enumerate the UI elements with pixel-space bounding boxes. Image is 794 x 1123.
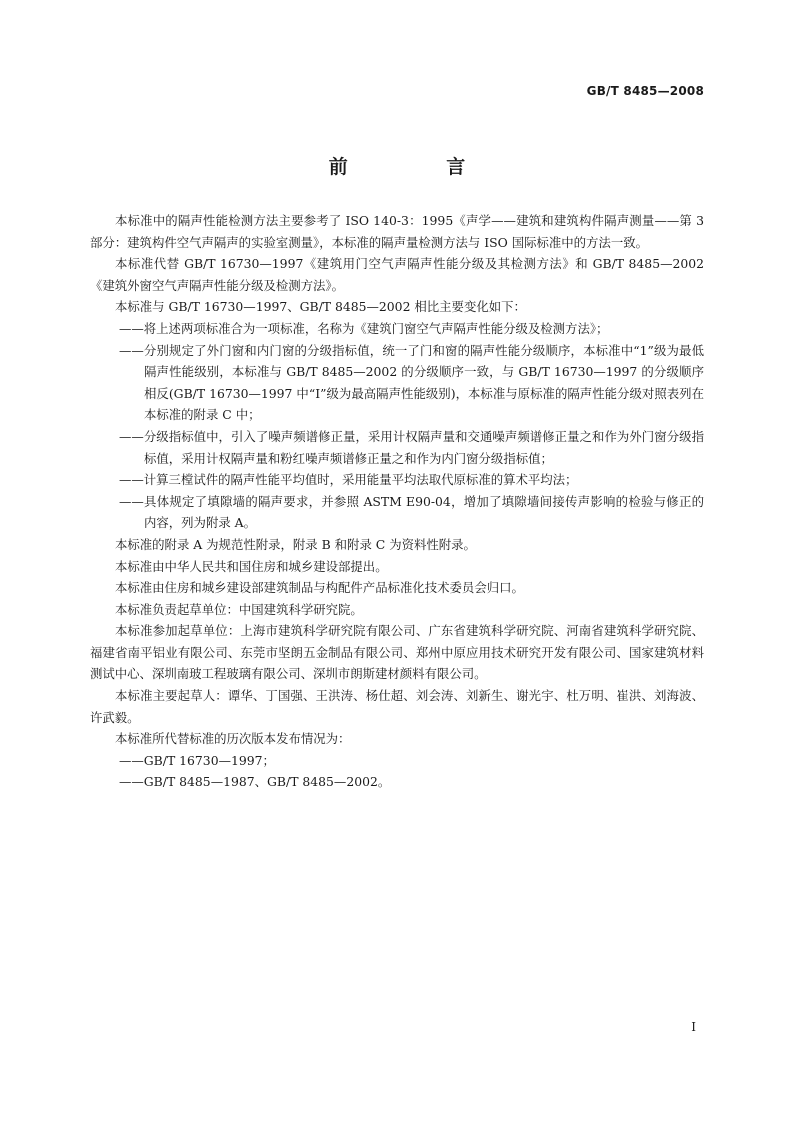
paragraph-reference: 本标准中的隔声性能检测方法主要参考了 ISO 140-3：1995《声学——建筑和建筑构件隔声测量——第 3 部分：建筑构件空气声隔声的实验室测量》，本标准的隔声量检测方法与 ISO 国际标准中的方法一致。 <box>90 213 704 250</box>
history-item: ——GB/T 16730—1997； <box>119 752 275 768</box>
change-item: ——分级指标值中，引入了噪声频谱修正量，采用计权隔声量和交通噪声频谱修正量之和作为外门窗分级指标值，采用计权隔声量和粉红噪声频谱修正量之和作为内门窗分级指标值； <box>119 428 704 466</box>
page-title: 前 言 <box>328 156 512 178</box>
change-item: ——将上述两项标准合为一项标准，名称为《建筑门窗空气声隔声性能分级及检测方法》； <box>119 320 609 336</box>
paragraph-history-intro: 本标准所代替标准的历次版本发布情况为： <box>115 731 351 747</box>
paragraph-committee: 本标准由住房和城乡建设部建筑制品与构配件产品标准化技术委员会归口。 <box>115 580 524 596</box>
paragraph-lead-drafter: 本标准负责起草单位：中国建筑科学研究院。 <box>115 601 363 617</box>
standard-code: GB/T 8485—2008 <box>586 84 704 98</box>
paragraph-participants: 本标准参加起草单位：上海市建筑科学研究院有限公司、广东省建筑科学研究院、河南省建筑科学研究院、福建省南平铝业有限公司、东莞市坚朗五金制品有限公司、郑州中原应用技术研究开发有限公司、国家建筑材料测试中心、深圳南玻工程玻璃有限公司、深圳市朗斯建材颜料有限公司。 <box>90 623 704 682</box>
paragraph-replaces: 本标准代替 GB/T 16730—1997《建筑用门空气声隔声性能分级及其检测方法》和 GB/T 8485—2002《建筑外窗空气声隔声性能分级及检测方法》。 <box>90 256 704 293</box>
paragraph-drafters: 本标准主要起草人：谭华、丁国强、王洪涛、杨仕超、刘会涛、刘新生、谢光宇、杜万明、崔洪、刘海波、许武毅。 <box>90 688 704 725</box>
change-item: ——具体规定了填隙墙的隔声要求，并参照 ASTM E90-04，增加了填隙墙间接传声影响的检验与修正的内容，列为附录 A。 <box>119 493 704 531</box>
paragraph-appendix: 本标准的附录 A 为规范性附录，附录 B 和附录 C 为资料性附录。 <box>115 536 476 552</box>
change-item: ——计算三樘试件的隔声性能平均值时，采用能量平均法取代原标准的算术平均法； <box>119 472 578 488</box>
history-item: ——GB/T 8485—1987、GB/T 8485—2002。 <box>119 774 391 790</box>
paragraph-changes-intro: 本标准与 GB/T 16730—1997、GB/T 8485—2002 相比主要变化如下： <box>115 299 526 315</box>
change-item: ——分别规定了外门窗和内门窗的分级指标值，统一了门和窗的隔声性能分级顺序，本标准中“1”级为最低隔声性能级别，本标准与 GB/T 8485—2002 的分级顺序一致，与 GB/T 16730—1997 的分级顺序相反(GB/T 16730—1997 中“Ⅰ”级为最高隔声性能级别)，本标准与原标准的隔声性能分级对照表列在本标准的附录 C 中； <box>119 342 704 423</box>
paragraph-proposer: 本标准由中华人民共和国住房和城乡建设部提出。 <box>115 558 388 574</box>
foreword-body <box>90 210 704 793</box>
page-number: I <box>691 1020 696 1034</box>
